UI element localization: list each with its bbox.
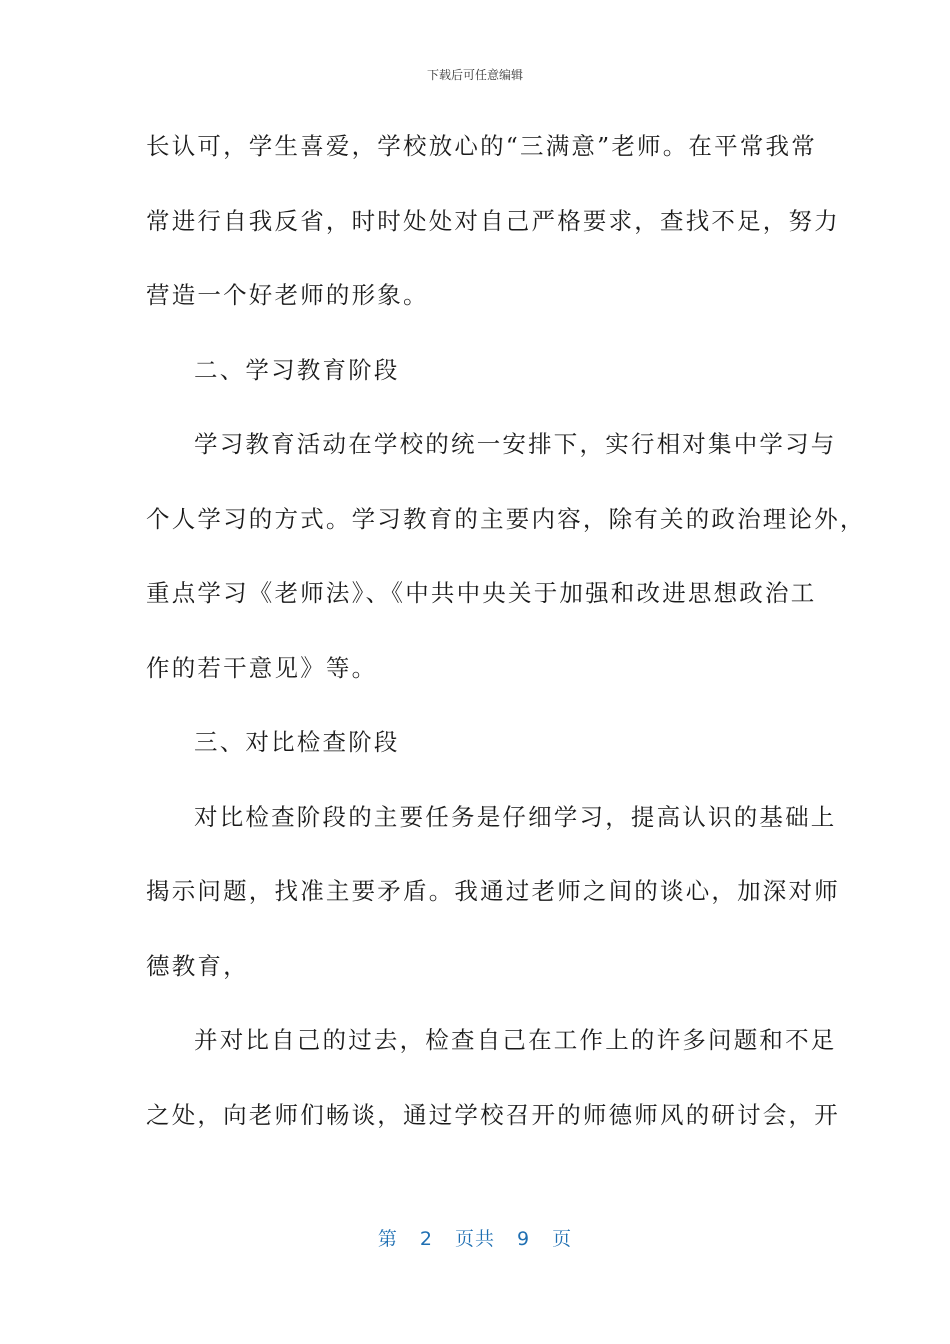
document-body <box>146 124 866 1167</box>
body-line: 德教育， <box>146 951 249 980</box>
body-line: 对比检查阶段的主要任务是仔细学习，提高认识的基础上 <box>194 802 837 831</box>
section-heading: 三、对比检查阶段 <box>194 728 400 756</box>
body-line: 重点学习《老师法》、《中共中央关于加强和改进思想政治工 <box>146 579 817 607</box>
footer-current-page: 2 <box>419 1228 433 1250</box>
body-line: 作的若干意见》等。 <box>146 653 378 682</box>
page-footer <box>0 1224 950 1251</box>
header-note: 下载后可任意编辑 <box>426 68 523 82</box>
footer-page-mid: 页共 <box>454 1228 495 1250</box>
footer-total-pages: 9 <box>517 1228 531 1250</box>
body-line: 常进行自我反省，时时处处对自己严格要求，查找不足，努力 <box>146 206 840 235</box>
body-line: 之处，向老师们畅谈，通过学校召开的师德师风的研讨会，开 <box>146 1100 840 1129</box>
body-line: 长认可，学生喜爱，学校放心的“三满意”老师。在平常我常 <box>146 132 817 160</box>
body-line: 学习教育活动在学校的统一安排下，实行相对集中学习与 <box>194 430 837 458</box>
footer-page-prefix: 第 <box>377 1228 398 1250</box>
body-line: 揭示问题，找准主要矛盾。我通过老师之间的谈心，加深对师 <box>146 877 840 905</box>
body-line: 营造一个好老师的形象。 <box>146 281 429 309</box>
body-line: 个人学习的方式。学习教育的主要内容，除有关的政治理论外， <box>146 504 866 533</box>
footer-page-suffix: 页 <box>552 1228 573 1250</box>
section-heading: 二、学习教育阶段 <box>194 355 400 384</box>
body-line: 并对比自己的过去，检查自己在工作上的许多问题和不足 <box>194 1026 837 1054</box>
